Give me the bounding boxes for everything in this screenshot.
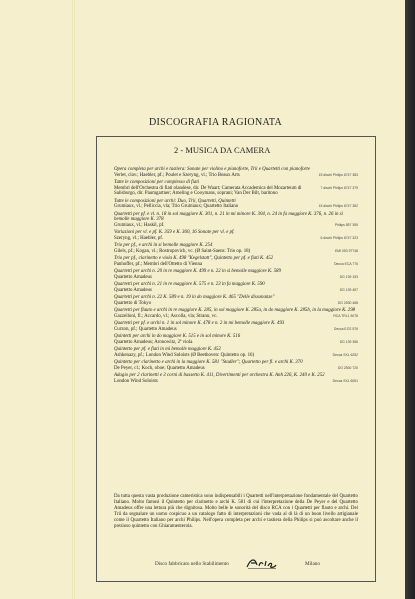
entry-title: Quintetti per archi in do maggiore K. 515 e in sol minore K. 516 — [114, 334, 241, 340]
entry-title: Tutte le composizioni per archi: Duo, Trii, Quartetti, Quintetti — [114, 198, 236, 204]
entry-performers-text: Verlet, clav.; Haebler, pf.; Poulet e Szeryng, vl.; Trio Beaux Arts — [114, 172, 240, 178]
entry-title: Variazioni per vl. e pf. K. 359 e K. 360, 16 Sonate per vl. e pf. — [114, 230, 235, 236]
discography-entry — [114, 334, 358, 345]
entry-performers — [114, 379, 358, 385]
discography-entry — [114, 373, 358, 384]
entry-performers-text: Grumiaux, vl.; Haskil, pf. — [114, 223, 165, 229]
discography-entry — [114, 243, 358, 254]
entry-catalog-number: 15 dischi Philips 6747 383 — [318, 172, 358, 177]
entry-performers — [114, 275, 358, 281]
entry-performers — [114, 314, 358, 320]
footer-manufacturer-text: Disco fabbricato nello Stabilimento — [155, 561, 229, 567]
section-heading: DISCOGRAFIA RAGIONATA — [149, 117, 283, 128]
entry-performers — [114, 288, 358, 294]
entry-catalog-number: DG 139 153 — [339, 275, 358, 280]
entry-performers-text: Quartetto Amadeus; Aronowitz, 2ª viola — [114, 340, 193, 346]
entry-title: Quintetto per pf. e fiati in mi bemolle maggiore K. 452 — [114, 347, 221, 353]
commentary-paragraph: Da tutta questa vasta produzione cameristica sono indispensabili i Quartetti nell'interpretazione fondamentale del Quartetto Italiano. Molto famosi il Quintetto per clarinetto e archi K. 581 di cui l'interpretazione della De Peyer e del Quartetto Amadeus offre una lettura più che dignitosa. Molto belle le sonorità del disco RCA con i Quartetti per flauto e archi. Dei Trii da segnalare un uomo cospicuo a un catalogo fatto di interpretazioni che vada al di là di un buon livello artigianale come il Quartetto Italiano per archi Philips. Nell'opera completa per archi e tastiera della Philips si può ascoltare anche il prezioso quintetto con Ghiaramenterola. — [114, 494, 358, 529]
entry-title: Quartetti per archi n. 21 in re maggiore K. 575 e n. 23 in fa maggiore K. 590 — [114, 282, 265, 288]
entry-performers-text: Quartetto di Tokyo — [114, 301, 152, 307]
entry-performers-text: Ashkenazy, pf.; London Wind Soloists (Ø Beethoven: Quintetto op. 16) — [114, 353, 255, 359]
entry-title: Adagio per 2 clarinetti e 3 corni di bassetto K. 411, Divertimenti per orchestra K. Anh 226, K. 240 e K. 252 — [114, 373, 325, 379]
entry-catalog-number: Philips 857 395 — [334, 223, 358, 228]
page-edge-shadow — [405, 0, 415, 599]
discography-entry — [114, 230, 358, 241]
page-fold — [72, 0, 75, 599]
entry-performers — [114, 353, 358, 359]
entry-catalog-number: EMI 053 97748 — [335, 249, 358, 254]
entry-title: Quartetti per archi n. 20 in re maggiore K. 499 e n. 22 in si bemolle maggiore K. 589 — [114, 269, 281, 275]
entry-performers-text: Szeryng, vl.; Haebler, pf. — [114, 236, 164, 242]
entry-performers-text: Grumiaux, vl.; Pelliccia, vla; Trio Grumiaux; Quartetto Italiano — [114, 204, 239, 210]
entry-performers — [114, 223, 358, 229]
entry-performers — [114, 340, 358, 346]
discography-entry — [114, 308, 358, 319]
entry-title: Quartetti per pf. e vl. n. 18 in sol maggiore K. 301, n. 21 in mi minore K. 304, n. 24 in fa maggiore K. 376, n. 26 in si bemolle maggiore K. 378 — [114, 211, 343, 223]
entry-performers-text: De Peyer, cl.; Koch, oboe; Quartetto Amadeus — [114, 366, 205, 372]
entry-catalog-number: Decca SXL 6051 — [332, 379, 358, 384]
entry-performers — [114, 327, 358, 333]
discography-entry — [114, 199, 358, 210]
discography-entry — [114, 180, 358, 197]
entry-performers — [114, 173, 358, 179]
entry-performers-text: Gilels, pf.; Kogan, vl.; Rostropovich, vc. (Ø Saint-Saens: Trio op. 18) — [114, 249, 251, 255]
entry-performers-text: Quartetto Amadeus — [114, 288, 152, 294]
discography-entry — [114, 282, 358, 293]
entry-title: Quartetti per flauto e archi in re maggiore K. 285, in sol maggiore K. 285a, in do maggiore K. 285b, in la maggiore K. 298 — [114, 308, 356, 314]
entry-catalog-number: DG 139 457 — [339, 288, 358, 293]
entry-catalog-number: DG 2530 720 — [337, 366, 358, 371]
entry-title: Tutte le composizioni per complesso di fiati — [114, 180, 200, 185]
entry-catalog-number: DG 139 356 — [339, 340, 358, 345]
entry-catalog-number: Decca ECA 776 — [334, 262, 358, 267]
entry-title: Trio per pf., clarinetto e viola K. 498 "Kegelstatt", Quintetto per pf. e fiati K. 452 — [114, 256, 274, 262]
entry-performers — [114, 262, 358, 268]
entry-performers-text: London Wind Soloists — [114, 379, 158, 385]
footer-city-text: Milano — [305, 561, 320, 567]
entry-performers-text: Quartetto Amadeus — [114, 275, 152, 281]
entry-catalog-number: 15 dischi Philips 6747 382 — [318, 204, 358, 209]
entry-catalog-number: 7 dischi Philips 6747 379 — [320, 185, 358, 190]
entry-catalog-number: Decca ECS 576 — [333, 327, 358, 332]
entry-catalog-number: DG 2530 468 — [337, 301, 358, 306]
entry-title: Quintetto per clarinetto e archi in la maggiore K. 581 "Stadler"; Quartetto per fl. e archi K. 370 — [114, 360, 303, 366]
entry-performers-text: Curzon, pf.; Quartetto Amadeus — [114, 327, 177, 333]
entry-catalog-number: RCA TRL1 5078 — [333, 314, 358, 319]
entry-title: Trio per pf., e archi in si bemolle maggiore K. 254 — [114, 243, 213, 249]
entry-performers-text: Panhoffer, pf.; Membri dell'Ottetto di Vienna — [114, 262, 203, 268]
discography-entry — [114, 347, 358, 358]
discography-entry — [114, 295, 358, 306]
entry-title: Quartetti per pf. e archi n. 1 in sol minore K. 478 e n. 2 in mi bemolle maggiore K. 493 — [114, 321, 285, 327]
entry-title: Opera completa per archi e tastiera: Sonate per violino e pianoforte, Trii e Quartetti con pianoforte — [114, 167, 310, 172]
discography-entry — [114, 256, 358, 267]
entry-performers — [114, 301, 358, 307]
discography-entry — [114, 212, 358, 229]
discography-entry — [114, 360, 358, 371]
ariston-logo-icon — [245, 556, 279, 570]
entry-performers — [114, 236, 358, 242]
discography-entry — [114, 321, 358, 332]
section-subheading: 2 - MUSICA DA CAMERA — [174, 145, 271, 155]
discography-entry — [114, 167, 358, 178]
discography-entry — [114, 269, 358, 280]
entry-performers — [114, 249, 358, 255]
entry-performers — [114, 366, 358, 372]
entry-catalog-number: 6 dischi Philips 6747 323 — [320, 236, 358, 241]
entry-performers-text: Membri dell'Orchestra di fiati olandese, dir. De Waart; Camerata Accademica del Mozarteum di Salisburgo, dir. Paumgartner; Ameling e Cooymans, soprani; Van Der Bilt, baritono — [114, 185, 302, 197]
entry-performers — [114, 186, 358, 197]
entry-performers — [114, 204, 358, 210]
discography-list — [114, 167, 358, 386]
entry-performers-text: Gazzelloni, fl.; Accardo, vl.; Ascolla, vla; Strano, vc. — [114, 314, 218, 320]
entry-title: Quartetti per archi n. 22 K. 589 e n. 19 in do maggiore K. 465 "Delle dissonanze" — [114, 295, 275, 301]
entry-catalog-number: Decca SXL 6252 — [332, 353, 358, 358]
